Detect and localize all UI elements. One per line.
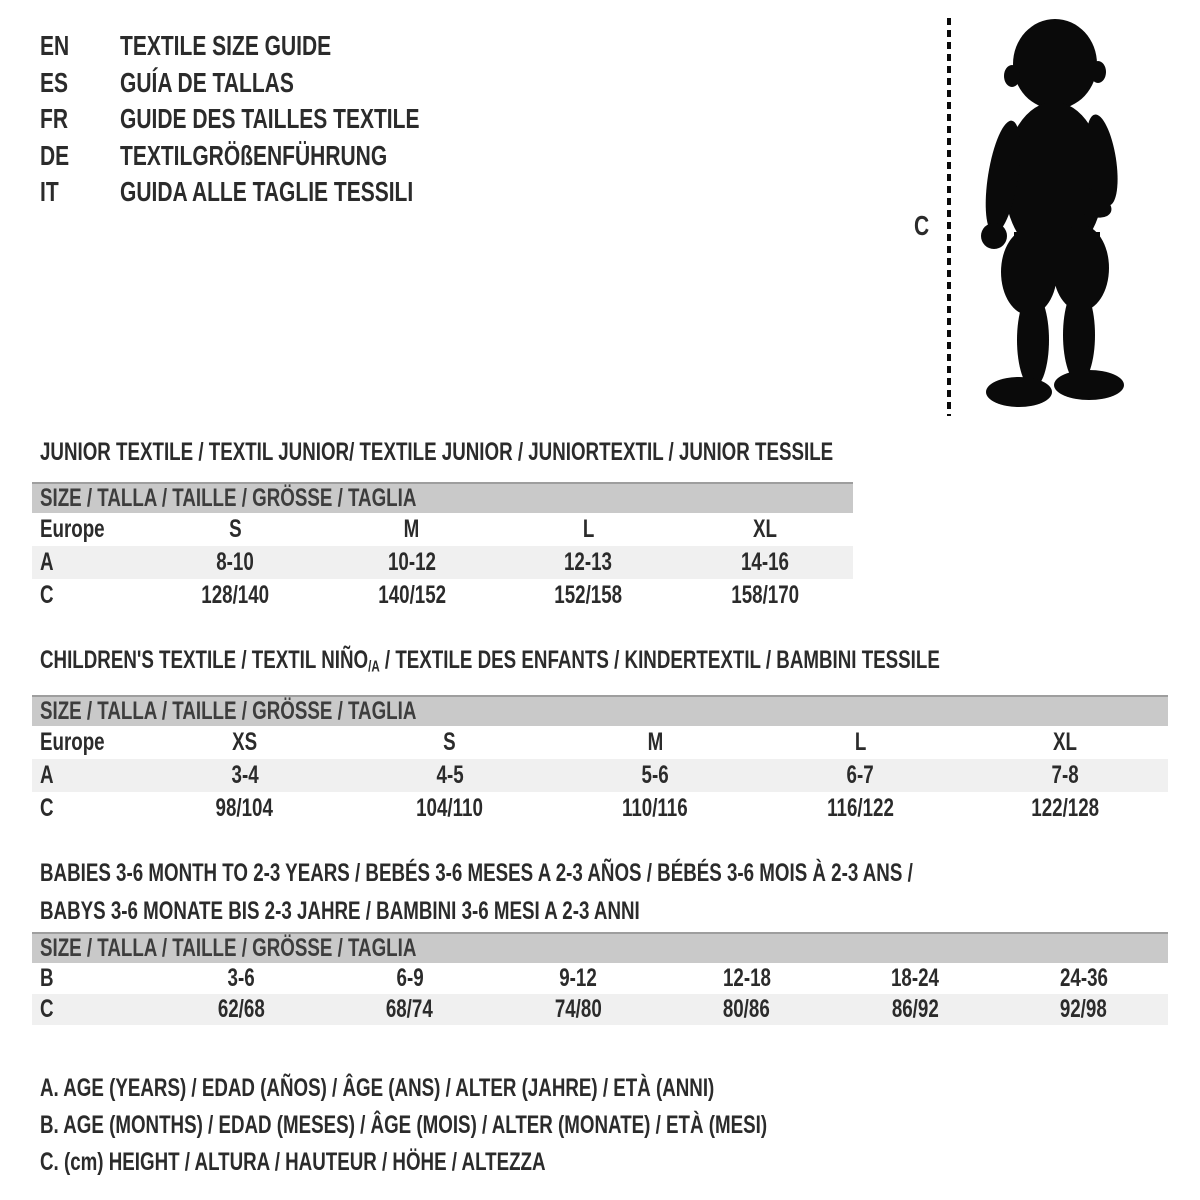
- language-code: ES: [40, 66, 69, 98]
- children-size-table: [32, 695, 1168, 825]
- size-value: M: [647, 728, 663, 757]
- row-label: C: [40, 581, 54, 609]
- height-value: 140/152: [377, 581, 446, 609]
- junior-size-table: [32, 482, 853, 612]
- months-value: 12-18: [722, 964, 771, 993]
- age-value: 8-10: [216, 548, 255, 576]
- size-value: XS: [232, 728, 258, 757]
- table-row-age: [32, 546, 853, 579]
- table-row-months: [32, 963, 1168, 994]
- row-label: Europe: [40, 728, 105, 757]
- table-row-height: [32, 792, 1168, 825]
- months-value: 18-24: [891, 964, 940, 993]
- table-row-europe: [32, 726, 1168, 759]
- height-value: 104/110: [416, 794, 484, 823]
- guide-title-it: GUIDA ALLE TAGLIE TESSILI: [120, 176, 414, 207]
- height-value: 128/140: [201, 581, 270, 609]
- language-row-de: [40, 140, 519, 177]
- language-row-en: [40, 30, 519, 67]
- height-value: 98/104: [215, 794, 274, 823]
- size-value: L: [582, 515, 594, 543]
- guide-title-es: GUÍA DE TALLAS: [120, 66, 294, 98]
- language-row-it: [40, 176, 519, 213]
- age-value: 7-8: [1051, 761, 1079, 790]
- height-value: 80/86: [723, 995, 771, 1024]
- language-row-fr: [40, 103, 519, 140]
- height-value: 62/68: [217, 995, 265, 1024]
- table-row-height: [32, 579, 853, 612]
- size-value: M: [403, 515, 420, 543]
- legend-line-b: B. AGE (MONTHS) / EDAD (MESES) / ÂGE (MOIS) / ALTER (MONATE) / ETÀ (MESI): [40, 1111, 768, 1140]
- size-tables: [32, 437, 1168, 1181]
- row-label: A: [40, 761, 54, 790]
- height-value: 116/122: [826, 794, 894, 823]
- language-code: FR: [40, 103, 68, 134]
- language-code: EN: [40, 30, 70, 61]
- legend-line-c: C. (cm) HEIGHT / ALTURA / HAUTEUR / HÖHE / ALTEZZA: [40, 1148, 546, 1177]
- height-value: 68/74: [386, 995, 434, 1024]
- months-value: 24-36: [1059, 964, 1108, 993]
- months-value: 6-9: [396, 964, 424, 993]
- height-measure-label: C: [914, 210, 930, 241]
- height-value: 152/158: [554, 581, 623, 609]
- months-value: 3-6: [227, 964, 255, 993]
- size-header-band: SIZE / TALLA / TAILLE / GRÖSSE / TAGLIA: [32, 482, 853, 513]
- height-value: 86/92: [891, 995, 939, 1024]
- age-value: 4-5: [436, 761, 464, 790]
- legend-line-a: A. AGE (YEARS) / EDAD (AÑOS) / ÂGE (ANS) / ALTER (JAHRE) / ETÀ (ANNI): [40, 1074, 715, 1103]
- babies-section-title: BABIES 3-6 MONTH TO 2-3 YEARS / BEBÉS 3-6 MESES A 2-3 AÑOS / BÉBÉS 3-6 MOIS À 2-3 ANS / BABYS 3-6 MONATE BIS 2-3 JAHRE / BAMBINI 3-6 MESI A 2-3 ANNI: [40, 859, 913, 926]
- size-value: S: [443, 728, 457, 757]
- size-header-band: SIZE / TALLA / TAILLE / GRÖSSE / TAGLIA: [32, 695, 1168, 726]
- guide-title-en: TEXTILE SIZE GUIDE: [120, 30, 332, 61]
- row-label: C: [40, 794, 54, 823]
- guide-title-fr: GUIDE DES TAILLES TEXTILE: [120, 103, 420, 134]
- height-value: 110/116: [622, 794, 688, 823]
- age-value: 6-7: [846, 761, 874, 790]
- row-label: B: [40, 964, 54, 993]
- size-value: XL: [1053, 728, 1078, 757]
- language-title-list: [40, 30, 519, 213]
- age-value: 5-6: [641, 761, 669, 790]
- age-value: 14-16: [740, 548, 789, 576]
- size-value: L: [854, 728, 866, 757]
- language-code: DE: [40, 139, 70, 171]
- size-value: S: [228, 515, 242, 543]
- table-row-europe: [32, 513, 853, 546]
- junior-section-title: JUNIOR TEXTILE / TEXTIL JUNIOR/ TEXTILE JUNIOR / JUNIORTEXTIL / JUNIOR TESSILE: [40, 438, 834, 466]
- table-row-age: [32, 759, 1168, 792]
- size-header-band: SIZE / TALLA / TAILLE / GRÖSSE / TAGLIA: [32, 932, 1168, 963]
- guide-title-de: TEXTILGRÖßENFÜHRUNG: [120, 139, 388, 171]
- height-value: 74/80: [554, 995, 602, 1024]
- row-label: C: [40, 995, 54, 1024]
- table-row-height: [32, 994, 1168, 1025]
- height-value: 92/98: [1060, 995, 1108, 1024]
- language-row-es: [40, 67, 519, 104]
- row-label: A: [40, 548, 54, 576]
- age-value: 10-12: [387, 548, 436, 576]
- height-measure-line: [947, 18, 951, 416]
- row-label: Europe: [40, 515, 105, 543]
- age-value: 12-13: [564, 548, 613, 576]
- size-value: XL: [752, 515, 777, 543]
- babies-size-table: [32, 932, 1168, 1025]
- measurement-legend: [32, 1070, 1168, 1181]
- age-value: 3-4: [231, 761, 259, 790]
- children-section-title: CHILDREN'S TEXTILE / TEXTIL $NIÑO_{/A}$ / TEXTILE DES ENFANTS / KINDERTEXTIL / BAMBINI TESSILE: [40, 646, 940, 676]
- nino-a-subscript: /A: [368, 658, 380, 676]
- language-code: IT: [40, 176, 59, 207]
- height-value: 122/128: [1031, 794, 1100, 823]
- height-value: 158/170: [730, 581, 799, 609]
- toddler-silhouette-icon: [962, 12, 1144, 420]
- months-value: 9-12: [559, 964, 598, 993]
